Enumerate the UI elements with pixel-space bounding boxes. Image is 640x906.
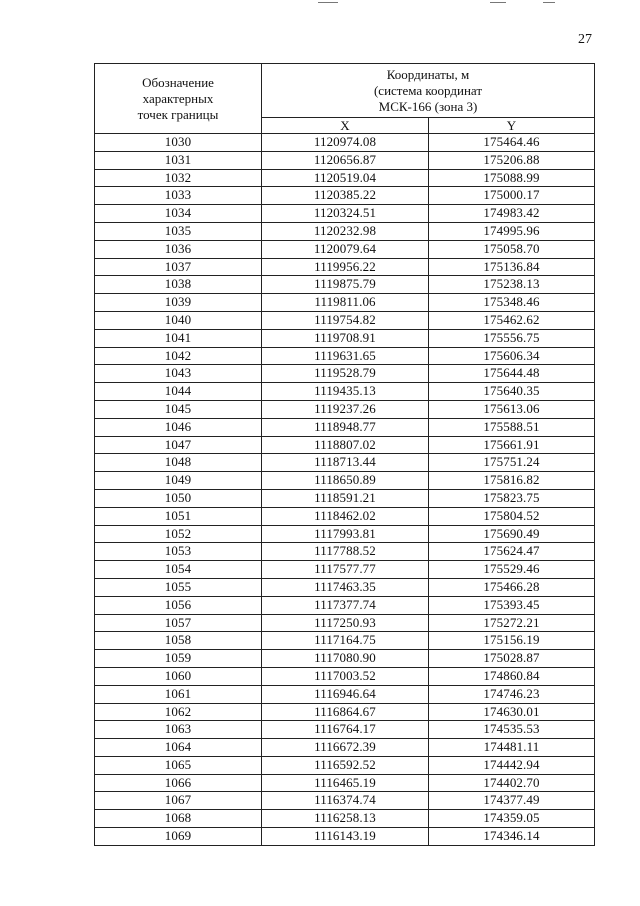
x-coordinate-cell: 1119811.06 [262,294,429,312]
table-row [95,685,595,703]
point-id-cell: 1068 [95,810,262,828]
point-id-cell: 1047 [95,436,262,454]
y-coordinate-cell: 175751.24 [429,454,595,472]
point-id-cell: 1049 [95,472,262,490]
table-row [95,383,595,401]
x-coordinate-cell: 1117788.52 [262,543,429,561]
y-coordinate-cell: 175556.75 [429,329,595,347]
y-coordinate-cell: 174746.23 [429,685,595,703]
y-coordinate-cell: 175804.52 [429,507,595,525]
y-coordinate-cell: 175816.82 [429,472,595,490]
table-row [95,294,595,312]
y-coordinate-cell: 175588.51 [429,418,595,436]
x-coordinate-cell: 1119237.26 [262,400,429,418]
y-coordinate-cell: 175156.19 [429,632,595,650]
x-coordinate-cell: 1119631.65 [262,347,429,365]
x-coordinate-cell: 1117080.90 [262,650,429,668]
x-coordinate-cell: 1117164.75 [262,632,429,650]
x-coordinate-cell: 1116143.19 [262,828,429,846]
x-column-header: X [262,118,429,134]
table-row [95,774,595,792]
x-coordinate-cell: 1120079.64 [262,240,429,258]
point-id-cell: 1066 [95,774,262,792]
y-coordinate-cell: 174377.49 [429,792,595,810]
y-coordinate-cell: 174995.96 [429,222,595,240]
point-id-cell: 1059 [95,650,262,668]
coordinates-table [94,63,595,846]
point-id-cell: 1043 [95,365,262,383]
point-id-cell: 1033 [95,187,262,205]
y-coordinate-cell: 174535.53 [429,721,595,739]
table-row [95,507,595,525]
point-id-cell: 1056 [95,596,262,614]
table-row [95,792,595,810]
table-row [95,276,595,294]
x-coordinate-cell: 1117250.93 [262,614,429,632]
point-id-cell: 1053 [95,543,262,561]
table-row [95,632,595,650]
y-coordinate-cell: 175348.46 [429,294,595,312]
table-row [95,454,595,472]
table-row [95,222,595,240]
y-coordinate-cell: 175690.49 [429,525,595,543]
y-coordinate-cell: 175238.13 [429,276,595,294]
x-coordinate-cell: 1119754.82 [262,311,429,329]
y-coordinate-cell: 175028.87 [429,650,595,668]
x-coordinate-cell: 1116465.19 [262,774,429,792]
point-id-cell: 1030 [95,134,262,152]
point-id-cell: 1040 [95,311,262,329]
y-coordinate-cell: 174442.94 [429,756,595,774]
x-coordinate-cell: 1120324.51 [262,205,429,223]
table-row [95,134,595,152]
table-row [95,667,595,685]
x-coordinate-cell: 1116864.67 [262,703,429,721]
y-coordinate-cell: 175272.21 [429,614,595,632]
point-id-cell: 1045 [95,400,262,418]
point-id-cell: 1044 [95,383,262,401]
point-id-cell: 1037 [95,258,262,276]
y-coordinate-cell: 175644.48 [429,365,595,383]
x-coordinate-cell: 1120974.08 [262,134,429,152]
x-coordinate-cell: 1119708.91 [262,329,429,347]
point-id-cell: 1035 [95,222,262,240]
y-column-header: Y [429,118,595,134]
point-id-cell: 1042 [95,347,262,365]
y-coordinate-cell: 175206.88 [429,151,595,169]
y-coordinate-cell: 175466.28 [429,578,595,596]
x-coordinate-cell: 1120385.22 [262,187,429,205]
x-coordinate-cell: 1118948.77 [262,418,429,436]
table-row [95,810,595,828]
x-coordinate-cell: 1116764.17 [262,721,429,739]
table-row [95,240,595,258]
y-coordinate-cell: 175088.99 [429,169,595,187]
x-coordinate-cell: 1120656.87 [262,151,429,169]
point-id-cell: 1054 [95,561,262,579]
y-coordinate-cell: 175529.46 [429,561,595,579]
table-row [95,365,595,383]
y-coordinate-cell: 174630.01 [429,703,595,721]
point-id-cell: 1069 [95,828,262,846]
table-row [95,169,595,187]
scan-header-marks [300,2,600,6]
x-coordinate-cell: 1118713.44 [262,454,429,472]
point-id-cell: 1036 [95,240,262,258]
y-coordinate-cell: 175661.91 [429,436,595,454]
points-header-line: точек границы [137,106,219,122]
point-id-cell: 1063 [95,721,262,739]
table-row [95,311,595,329]
x-coordinate-cell: 1116946.64 [262,685,429,703]
coords-header-line: Координаты, м [386,66,470,82]
point-id-cell: 1039 [95,294,262,312]
table-row [95,329,595,347]
point-id-cell: 1052 [95,525,262,543]
coords-header-line: (система координат [373,82,483,98]
table-row [95,436,595,454]
table-row [95,703,595,721]
table-row [95,489,595,507]
table-row [95,400,595,418]
table-row [95,543,595,561]
table-row [95,614,595,632]
table-row [95,721,595,739]
table-row [95,561,595,579]
table-row [95,472,595,490]
x-coordinate-cell: 1116258.13 [262,810,429,828]
point-id-cell: 1055 [95,578,262,596]
table-row [95,258,595,276]
table-row [95,739,595,757]
y-coordinate-cell: 175606.34 [429,347,595,365]
x-coordinate-cell: 1116672.39 [262,739,429,757]
table-row [95,187,595,205]
y-coordinate-cell: 175613.06 [429,400,595,418]
y-coordinate-cell: 175000.17 [429,187,595,205]
x-coordinate-cell: 1117377.74 [262,596,429,614]
table-row [95,596,595,614]
y-coordinate-cell: 174860.84 [429,667,595,685]
x-coordinate-cell: 1118591.21 [262,489,429,507]
y-coordinate-cell: 174346.14 [429,828,595,846]
y-coordinate-cell: 175462.62 [429,311,595,329]
page-number: 27 [578,32,592,47]
x-coordinate-cell: 1120519.04 [262,169,429,187]
table-row [95,205,595,223]
point-id-cell: 1031 [95,151,262,169]
table-body [95,134,595,846]
table-row [95,650,595,668]
table-row [95,151,595,169]
point-id-cell: 1060 [95,667,262,685]
table-row [95,525,595,543]
x-coordinate-cell: 1118650.89 [262,472,429,490]
x-coordinate-cell: 1119435.13 [262,383,429,401]
point-id-cell: 1065 [95,756,262,774]
points-header-line: Обозначение [142,74,214,90]
point-id-cell: 1050 [95,489,262,507]
x-coordinate-cell: 1116374.74 [262,792,429,810]
y-coordinate-cell: 175464.46 [429,134,595,152]
table-row [95,418,595,436]
point-id-cell: 1064 [95,739,262,757]
x-coordinate-cell: 1120232.98 [262,222,429,240]
y-coordinate-cell: 175058.70 [429,240,595,258]
point-id-cell: 1067 [95,792,262,810]
y-coordinate-cell: 175136.84 [429,258,595,276]
point-id-cell: 1048 [95,454,262,472]
point-id-cell: 1062 [95,703,262,721]
x-coordinate-cell: 1116592.52 [262,756,429,774]
table-row [95,578,595,596]
points-column-header [95,64,262,134]
table-header-row [95,64,595,118]
y-coordinate-cell: 174983.42 [429,205,595,223]
x-coordinate-cell: 1119528.79 [262,365,429,383]
x-coordinate-cell: 1119875.79 [262,276,429,294]
point-id-cell: 1058 [95,632,262,650]
table-row [95,347,595,365]
points-header-line: характерных [142,90,214,106]
x-coordinate-cell: 1119956.22 [262,258,429,276]
point-id-cell: 1057 [95,614,262,632]
y-coordinate-cell: 174481.11 [429,739,595,757]
point-id-cell: 1051 [95,507,262,525]
table-row [95,756,595,774]
x-coordinate-cell: 1117463.35 [262,578,429,596]
y-coordinate-cell: 174402.70 [429,774,595,792]
point-id-cell: 1032 [95,169,262,187]
x-coordinate-cell: 1117003.52 [262,667,429,685]
x-coordinate-cell: 1118807.02 [262,436,429,454]
point-id-cell: 1038 [95,276,262,294]
table-row [95,828,595,846]
coords-header-line: МСК-166 (зона 3) [378,98,478,114]
x-coordinate-cell: 1118462.02 [262,507,429,525]
point-id-cell: 1034 [95,205,262,223]
x-coordinate-cell: 1117993.81 [262,525,429,543]
y-coordinate-cell: 175640.35 [429,383,595,401]
y-coordinate-cell: 175823.75 [429,489,595,507]
coordinates-column-header [262,64,595,118]
y-coordinate-cell: 174359.05 [429,810,595,828]
y-coordinate-cell: 175624.47 [429,543,595,561]
x-coordinate-cell: 1117577.77 [262,561,429,579]
point-id-cell: 1046 [95,418,262,436]
point-id-cell: 1041 [95,329,262,347]
point-id-cell: 1061 [95,685,262,703]
y-coordinate-cell: 175393.45 [429,596,595,614]
